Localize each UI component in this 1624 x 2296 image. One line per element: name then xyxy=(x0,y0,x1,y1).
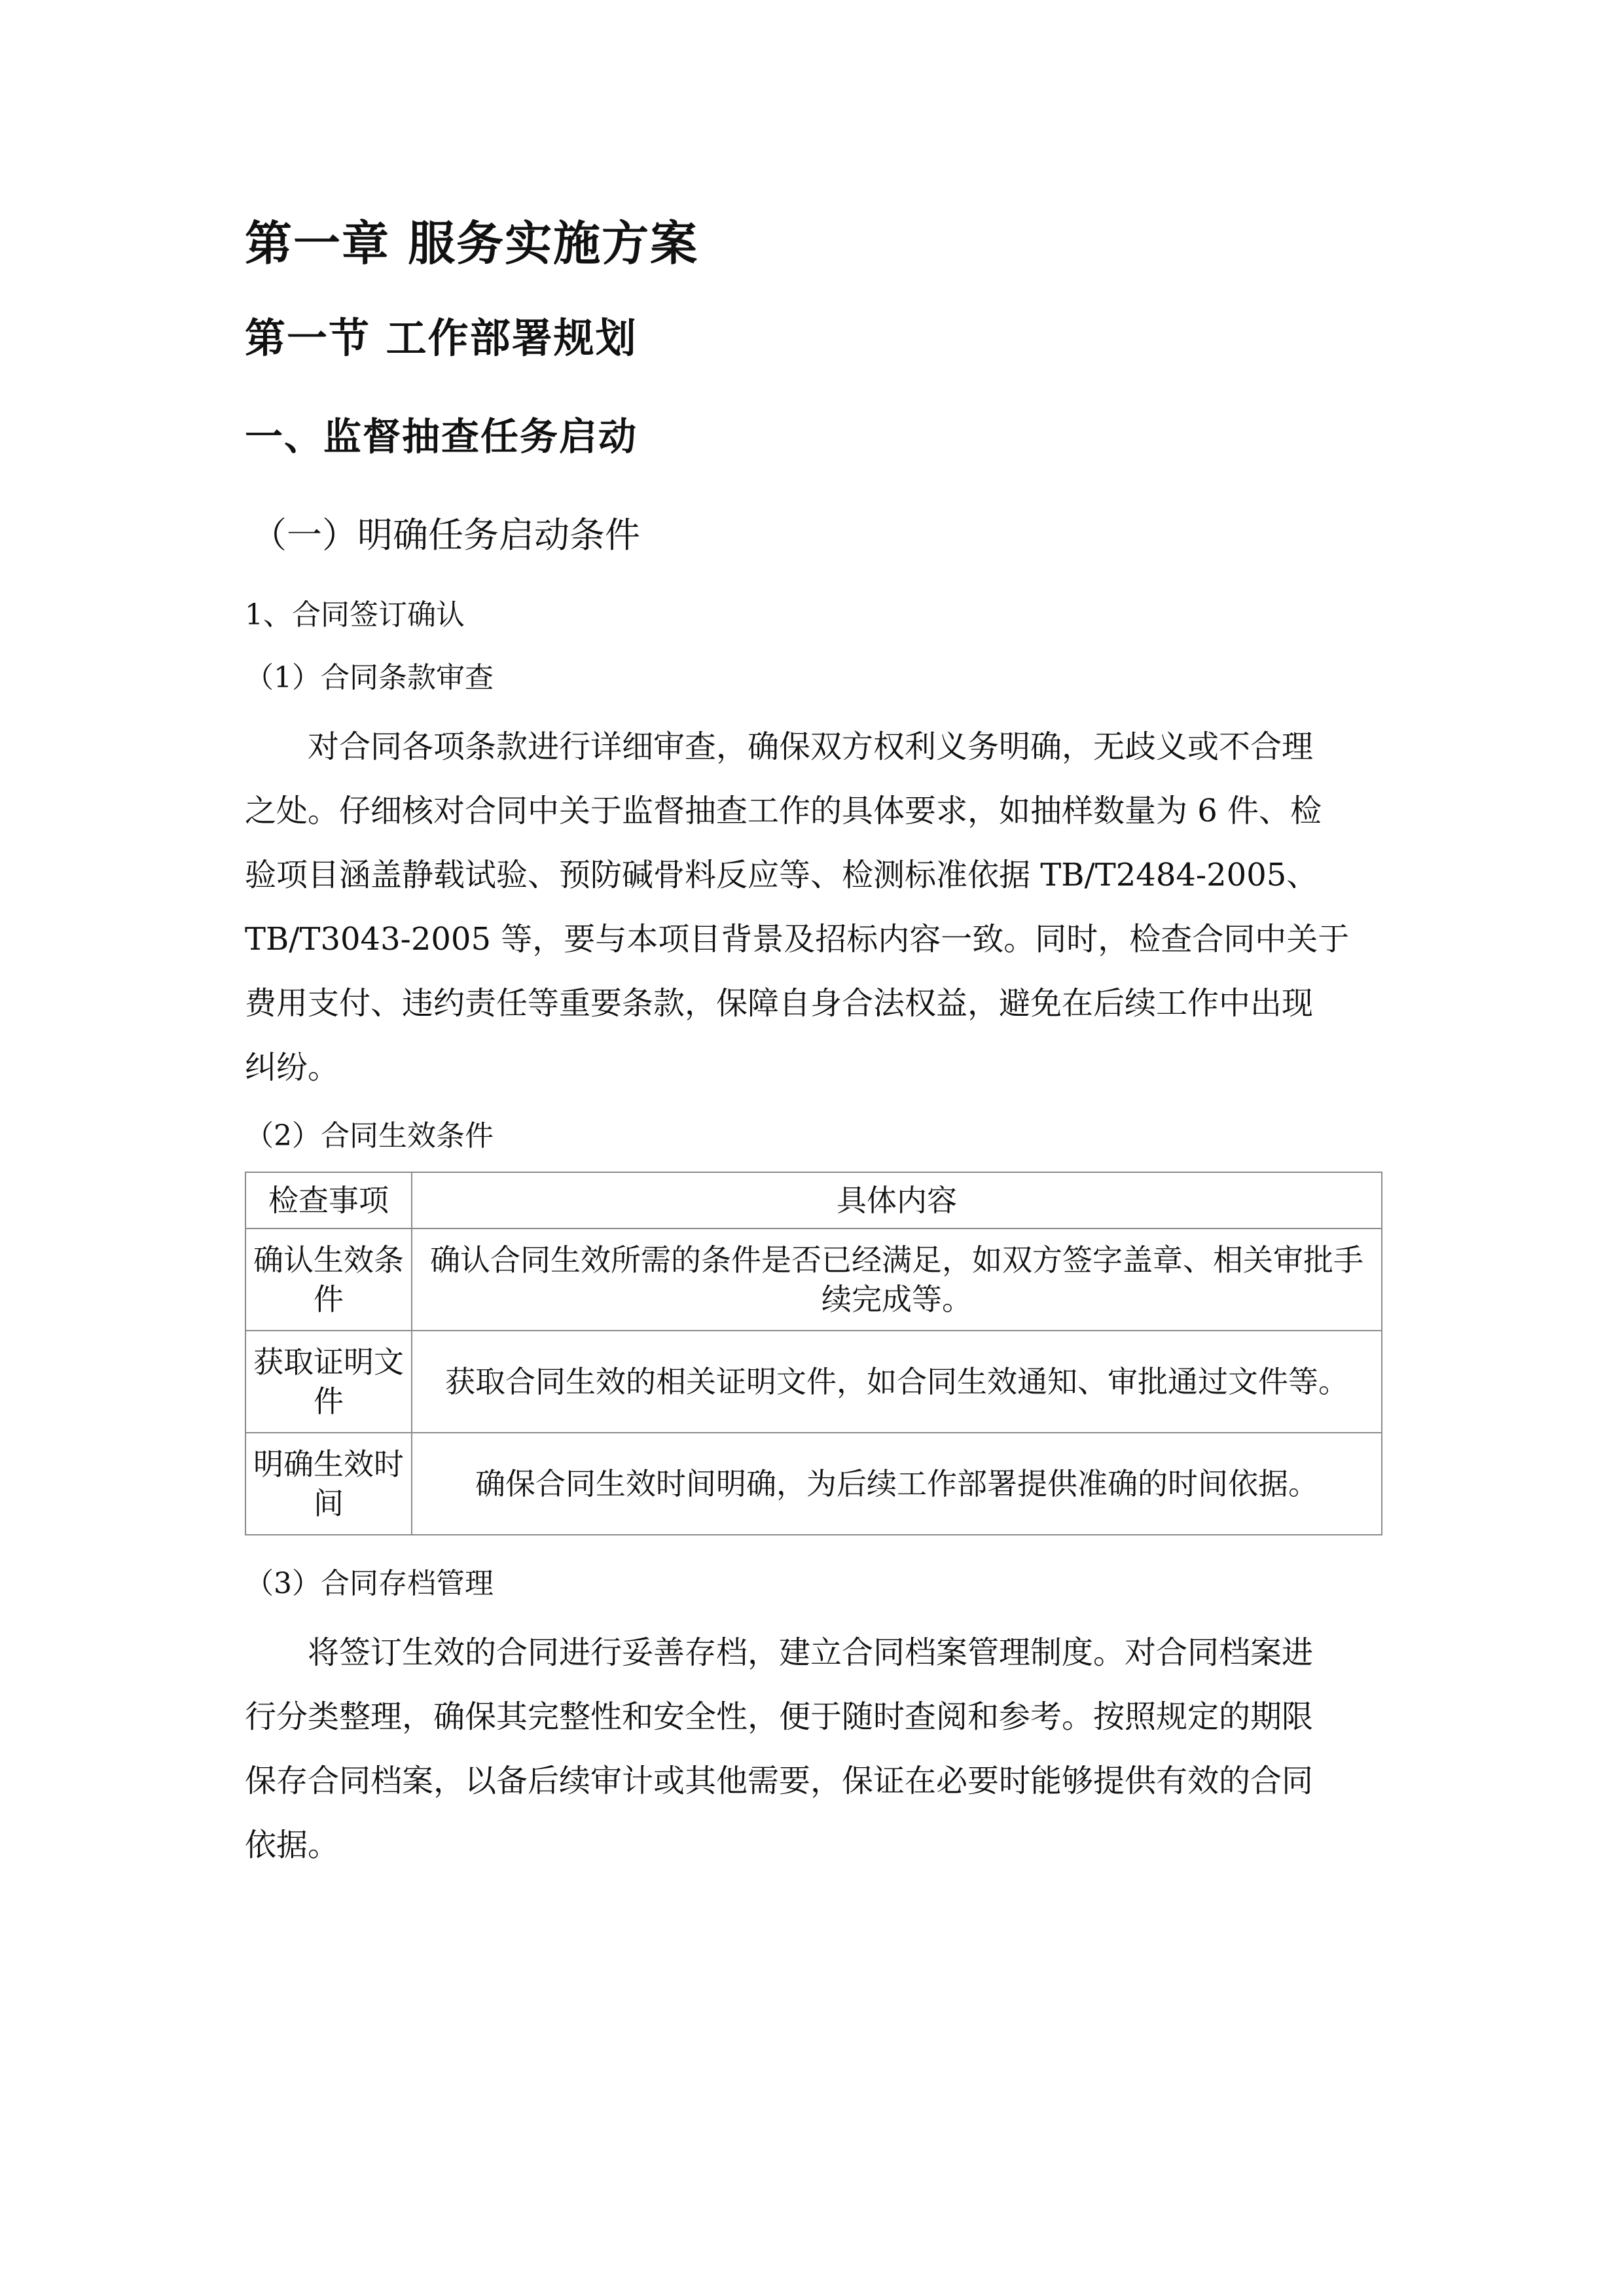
paragraph-line: 行分类整理，确保其完整性和安全性，便于随时查阅和参考。按照规定的期限 xyxy=(245,1698,1314,1735)
paragraph-line: 之处。仔细核对合同中关于监督抽查工作的具体要求，如抽样数量为 6 件、检 xyxy=(245,793,1322,829)
item-heading-effective-conditions: （2）合同生效条件 xyxy=(245,1119,494,1153)
paragraph-line: TB/T3043-2005 等，要与本项目背景及招标内容一致。同时，检查合同中关于 xyxy=(245,921,1350,958)
section-heading: 第一节 工作部署规划 xyxy=(245,314,638,362)
paragraph-line: 费用支付、违约责任等重要条款，保障自身合法权益，避免在后续工作中出现 xyxy=(245,985,1314,1022)
part-heading: 一、监督抽查任务启动 xyxy=(245,414,638,459)
table-header-cell: 具体内容 xyxy=(412,1172,1382,1229)
table-header-cell: 检查事项 xyxy=(245,1172,412,1229)
paragraph-line: 纠纷。 xyxy=(245,1049,340,1086)
subsection-heading: （一）明确任务启动条件 xyxy=(251,514,640,556)
paragraph-line: 依据。 xyxy=(245,1827,340,1863)
effective-conditions-table xyxy=(245,1172,1382,1535)
paragraph-archive-management xyxy=(245,1621,1381,1877)
item-heading-contract-signing: 1、合同签订确认 xyxy=(245,598,465,632)
table-cell-content: 确保合同生效时间明确，为后续工作部署提供准确的时间依据。 xyxy=(412,1433,1382,1535)
paragraph-line: 将签订生效的合同进行妥善存档，建立合同档案管理制度。对合同档案进 xyxy=(308,1634,1314,1671)
paragraph-clause-review xyxy=(245,715,1381,1100)
item-heading-archive-management: （3）合同存档管理 xyxy=(245,1567,494,1600)
table-cell-item: 获取证明文件 xyxy=(245,1331,412,1433)
table-row xyxy=(245,1229,1382,1331)
table-cell-item: 明确生效时间 xyxy=(245,1433,412,1535)
table-cell-content: 确认合同生效所需的条件是否已经满足，如双方签字盖章、相关审批手续完成等。 xyxy=(412,1229,1382,1331)
table-row xyxy=(245,1433,1382,1535)
paragraph-line: 保存合同档案，以备后续审计或其他需要，保证在必要时能够提供有效的合同 xyxy=(245,1763,1314,1799)
item-heading-clause-review: （1）合同条款审查 xyxy=(245,661,494,694)
table-row xyxy=(245,1331,1382,1433)
table-cell-content: 获取合同生效的相关证明文件，如合同生效通知、审批通过文件等。 xyxy=(412,1331,1382,1433)
table-cell-item: 确认生效条件 xyxy=(245,1229,412,1331)
chapter-heading: 第一章 服务实施方案 xyxy=(245,216,699,271)
paragraph-line: 验项目涵盖静载试验、预防碱骨料反应等、检测标准依据 TB/T2484-2005、 xyxy=(245,857,1318,893)
table-header-row xyxy=(245,1172,1382,1229)
paragraph-line: 对合同各项条款进行详细审查，确保双方权利义务明确，无歧义或不合理 xyxy=(308,728,1314,765)
